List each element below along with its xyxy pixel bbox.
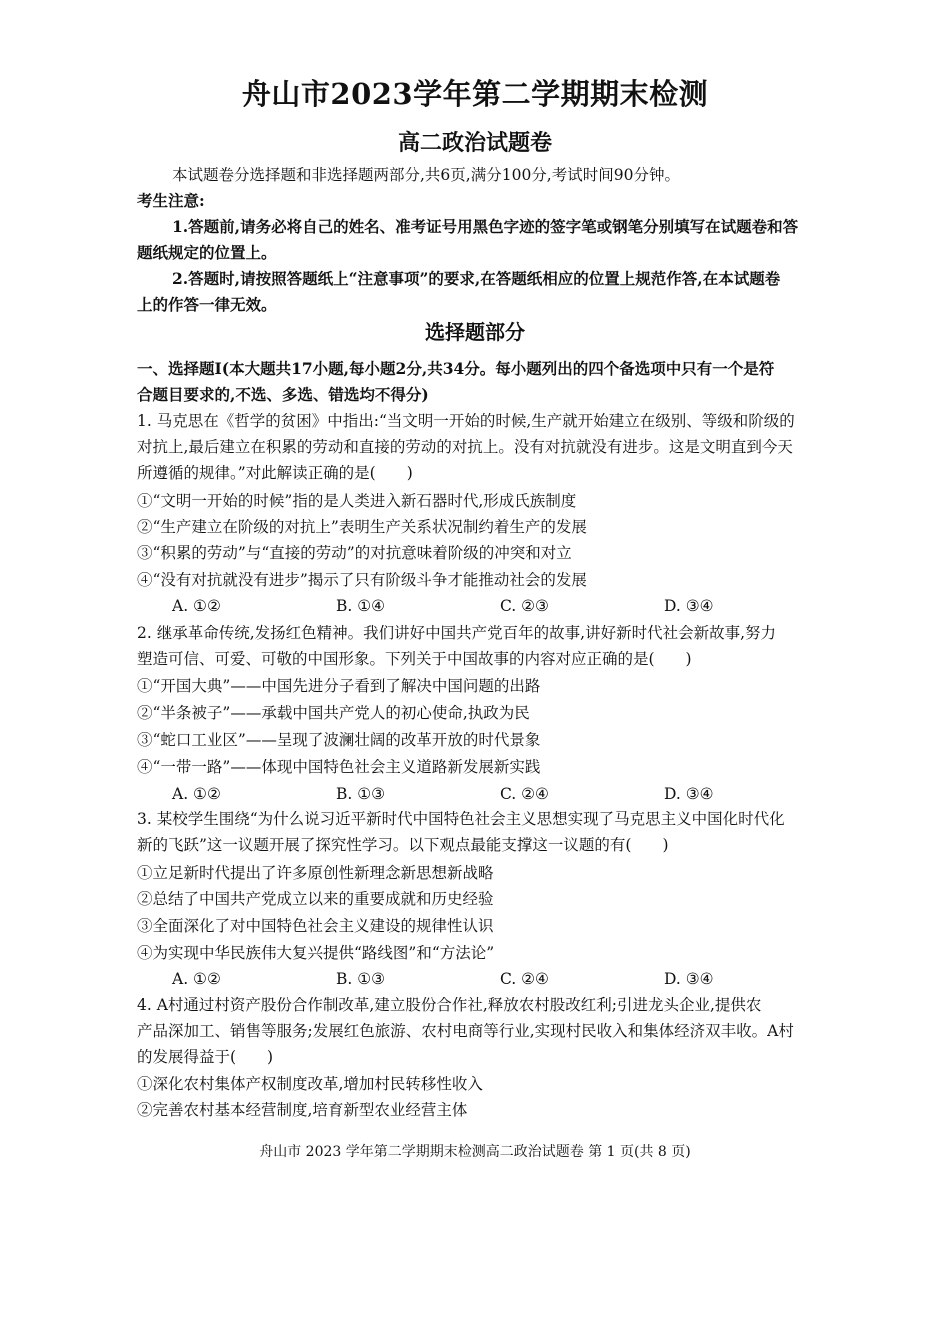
- page-footer: 舟山市 2023 学年第二学期期末检测高二政治试题卷 第 1 页(共 8 页): [259, 1144, 691, 1160]
- question-2-stem-line-2: 塑造可信、可爱、可敬的中国形象。下列关于中国故事的内容对应正确的是( ): [137, 650, 692, 668]
- question-3-stem-line-2: 新的飞跃”这一议题开展了探究性学习。以下观点最能支撑这一议题的有( ): [137, 836, 669, 854]
- question-4-stem-line-2: 产品深加工、销售等服务;发展红色旅游、农村电商等行业,实现村民收入和集体经济双丰收。A村: [137, 1022, 794, 1040]
- question-1-item-1: ①“文明一开始的时候”指的是人类进入新石器时代,形成氏族制度: [137, 492, 577, 510]
- question-2-option-c: C. ②④: [500, 785, 549, 803]
- question-2-stem-line-1: 2. 继承革命传统,发扬红色精神。我们讲好中国共产党百年的故事,讲好新时代社会新故事,努力: [137, 624, 776, 642]
- notice-2-line-1: 2.答题时,请按照答题纸上“注意事项”的要求,在答题纸相应的位置上规范作答,在本试题卷: [172, 269, 781, 288]
- notice-1-line-1: 1.答题前,请务必将自己的姓名、准考证号用黑色字迹的签字笔或钢笔分别填写在试题卷和答: [172, 217, 799, 236]
- question-2-item-4: ④“一带一路”——体现中国特色社会主义道路新发展新实践: [137, 758, 541, 776]
- question-4-stem-line-1: 4. A村通过村资产股份合作制改革,建立股份合作社,释放农村股改红利;引进龙头企业,提供农: [137, 996, 762, 1014]
- section-instructions-line-2: 合题目要求的,不选、多选、错选均不得分): [137, 385, 429, 404]
- question-2-option-b: B. ①③: [336, 785, 386, 803]
- question-1-option-c: C. ②③: [500, 597, 549, 615]
- question-3-options: [172, 966, 772, 992]
- question-3-item-1: ①立足新时代提出了许多原创性新理念新思想新战略: [137, 864, 494, 882]
- section-title: 选择题部分: [425, 320, 525, 344]
- notice-heading: 考生注意:: [137, 191, 205, 210]
- exam-title: 舟山市2023学年第二学期期末检测: [241, 77, 709, 111]
- question-1-stem-line-2: 对抗上,最后建立在积累的劳动和直接的劳动的对抗上。没有对抗就没有进步。这是文明直到今天: [137, 438, 793, 456]
- notice-1-line-2: 题纸规定的位置上。: [137, 243, 277, 262]
- question-3-option-c: C. ②④: [500, 970, 549, 988]
- question-1-option-b: B. ①④: [336, 597, 386, 615]
- question-1-option-d: D. ③④: [664, 597, 714, 615]
- question-4-item-1: ①深化农村集体产权制度改革,增加村民转移性收入: [137, 1075, 483, 1093]
- question-3-item-3: ③全面深化了对中国特色社会主义建设的规律性认识: [137, 917, 494, 935]
- notice-2-line-2: 上的作答一律无效。: [137, 295, 277, 314]
- question-4-item-2: ②完善农村基本经营制度,培育新型农业经营主体: [137, 1101, 468, 1119]
- question-3-item-4: ④为实现中华民族伟大复兴提供“路线图”和“方法论”: [137, 944, 495, 962]
- question-2-options: [172, 781, 772, 807]
- exam-subtitle: 高二政治试题卷: [397, 130, 552, 156]
- question-1-item-3: ③“积累的劳动”与“直接的劳动”的对抗意味着阶级的冲突和对立: [137, 544, 572, 562]
- intro-summary: 本试题卷分选择题和非选择题两部分,共6页,满分100分,考试时间90分钟。: [172, 166, 680, 184]
- question-3-option-b: B. ①③: [336, 970, 386, 988]
- question-1-item-2: ②“生产建立在阶级的对抗上”表明生产关系状况制约着生产的发展: [137, 518, 587, 536]
- question-4-stem-line-3: 的发展得益于( ): [137, 1048, 274, 1066]
- question-2-item-1: ①“开国大典”——中国先进分子看到了解决中国问题的出路: [137, 677, 541, 695]
- question-1-item-4: ④“没有对抗就没有进步”揭示了只有阶级斗争才能推动社会的发展: [137, 571, 587, 589]
- section-instructions-line-1: 一、选择题Ⅰ(本大题共17小题,每小题2分,共34分。每小题列出的四个备选项中只有一个是符: [137, 359, 775, 378]
- question-3-stem-line-1: 3. 某校学生围绕“为什么说习近平新时代中国特色社会主义思想实现了马克思主义中国化时代化: [137, 810, 785, 828]
- question-3-option-d: D. ③④: [664, 970, 714, 988]
- question-1-stem-line-1: 1. 马克思在《哲学的贫困》中指出:“当文明一开始的时候,生产就开始建立在级别、等级和阶级的: [137, 412, 795, 430]
- question-3-item-2: ②总结了中国共产党成立以来的重要成就和历史经验: [137, 890, 494, 908]
- question-3-option-a: A. ①②: [172, 970, 221, 988]
- question-2-option-d: D. ③④: [664, 785, 714, 803]
- question-2-item-2: ②“半条被子”——承载中国共产党人的初心使命,执政为民: [137, 704, 530, 722]
- question-2-option-a: A. ①②: [172, 785, 221, 803]
- question-1-options: [172, 593, 772, 619]
- question-1-option-a: A. ①②: [172, 597, 221, 615]
- question-2-item-3: ③“蛇口工业区”——呈现了波澜壮阔的改革开放的时代景象: [137, 731, 541, 749]
- question-1-stem-line-3: 所遵循的规律。”对此解读正确的是( ): [137, 464, 413, 482]
